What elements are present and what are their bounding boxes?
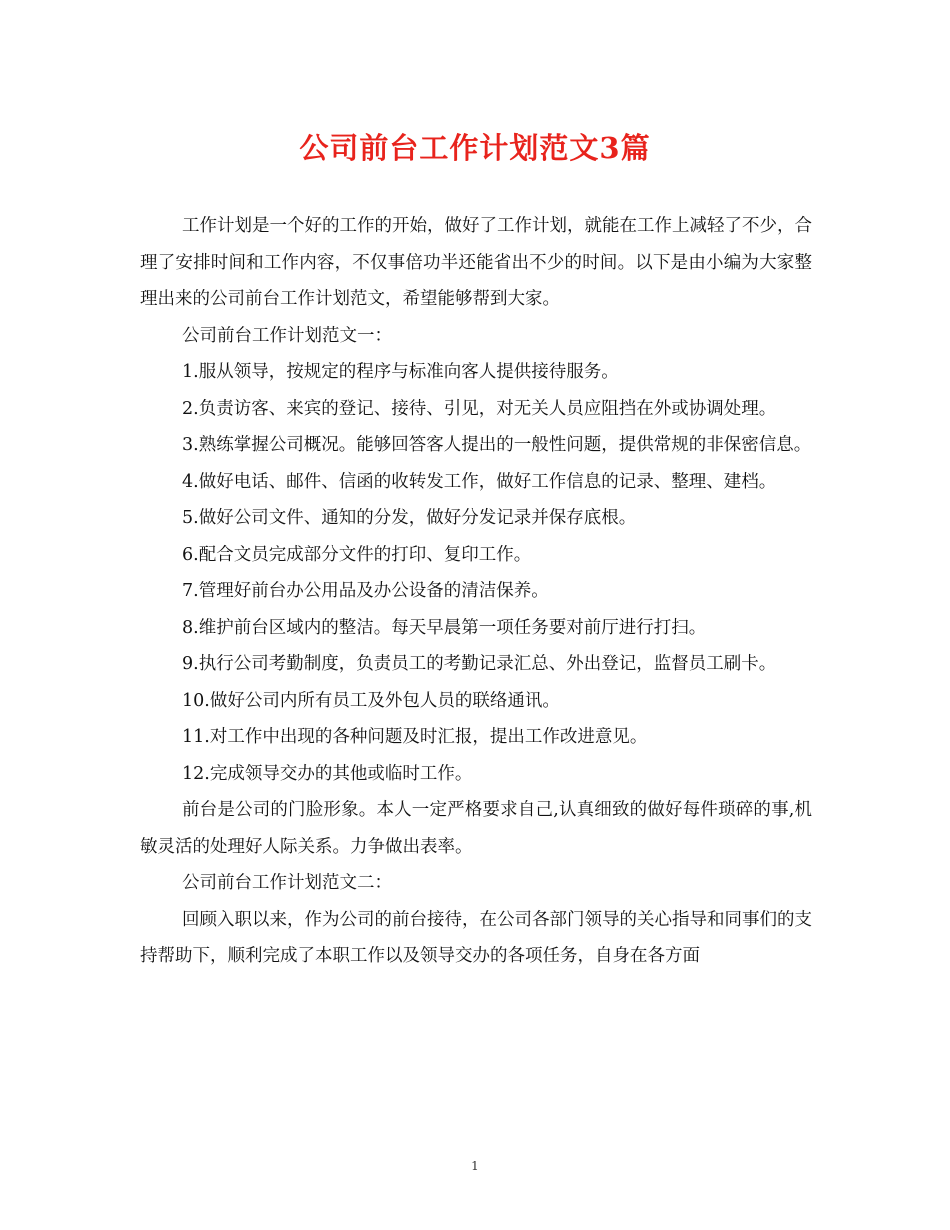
list-item-3: 3.熟练掌握公司概况。能够回答客人提出的一般性问题，提供常规的非保密信息。 [182, 435, 812, 455]
section-heading-1: 公司前台工作计划范文一： [182, 325, 392, 346]
document-title: 公司前台工作计划范文3篇 [299, 131, 651, 165]
list-item-5: 5.做好公司文件、通知的分发，做好分发记录并保存底根。 [182, 508, 637, 528]
list-item-8: 8.维护前台区域内的整洁。每天早晨第一项任务要对前厅进行打扫。 [182, 617, 707, 638]
list-item-7: 7.管理好前台办公用品及办公设备的清洁保养。 [182, 581, 549, 601]
section-2-paragraph: 回顾入职以来，作为公司的前台接待，在公司各部门领导的关心指导和同事们的支持帮助下，顺利完成了本职工作以及领导交办的各项任务，自身在各方面 [140, 909, 812, 966]
list-item-12: 12.完成领导交办的其他或临时工作。 [182, 763, 473, 784]
list-item-1: 1.服从领导，按规定的程序与标准向客人提供接待服务。 [182, 362, 619, 382]
intro-paragraph: 工作计划是一个好的工作的开始，做好了工作计划，就能在工作上减轻了不少，合理了安排时间和工作内容，不仅事倍功半还能省出不少的时间。以下是由小编为大家整理出来的公司前台工作计划范文，希望能够帮到大家。 [140, 216, 812, 309]
list-item-11: 11.对工作中出现的各种问题及时汇报，提出工作改进意见。 [182, 727, 648, 747]
list-item-9: 9.执行公司考勤制度，负责员工的考勤记录汇总、外出登记，监督员工刷卡。 [182, 654, 777, 674]
section-heading-2: 公司前台工作计划范文二： [182, 873, 392, 893]
list-item-10: 10.做好公司内所有员工及外包人员的联络通讯。 [182, 690, 560, 711]
summary-paragraph: 前台是公司的门脸形象。本人一定严格要求自己,认真细致的做好每件琐碎的事,机敏灵活的处理好人际关系。力争做出表率。 [140, 800, 812, 857]
list-item-4: 4.做好电话、邮件、信函的收转发工作，做好工作信息的记录、整理、建档。 [182, 471, 777, 492]
page-number: 1 [471, 1159, 479, 1173]
list-item-6: 6.配合文员完成部分文件的打印、复印工作。 [182, 544, 532, 565]
document-body [140, 208, 812, 975]
list-item-2: 2.负责访客、来宾的登记、接待、引见，对无关人员应阻挡在外或协调处理。 [182, 398, 777, 419]
